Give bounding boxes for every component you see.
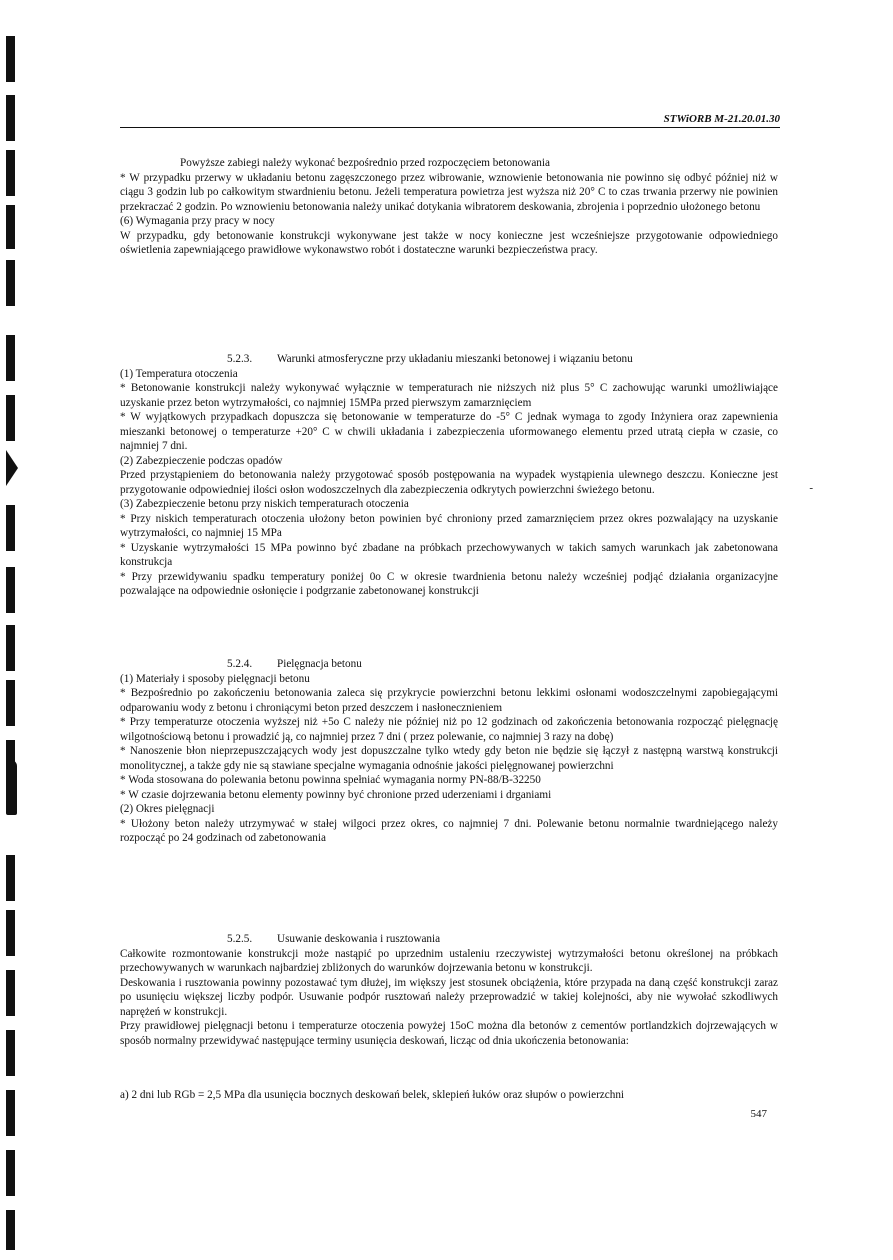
binding-mark xyxy=(6,1090,15,1136)
paragraph: * Przy przewidywaniu spadku temperatury poniżej 0o C w okresie twardnienia betonu należy wcześniej podjąć działania organizacyjne pozwalające na odpowiednie osłonięcie i podgrzanie zabetonowanej konstrukcji xyxy=(120,570,778,597)
document-code: STWiORB M-21.20.01.30 xyxy=(663,113,780,125)
section-title: Warunki atmosferyczne przy układaniu mieszanki betonowej i wiązaniu betonu xyxy=(277,353,633,365)
binding-mark xyxy=(6,150,15,196)
paragraph: * Bezpośrednio po zakończeniu betonowania zaleca się przykrycie powierzchni betonu lekkimi osłonami wodoszczelnymi zapobiegającymi odparowaniu wody z betonu i chroniącymi beton przed deszczem i nasłonecznieniem xyxy=(120,687,778,714)
paragraph: Przy prawidłowej pielęgnacji betonu i temperaturze otoczenia powyżej 15oC można dla betonów z cementów portlandzkich dojrzewających w sposób normalny przewidywać następujące terminy usunięcia deskowań, licząc od dnia ukończenia betonowania: xyxy=(120,1020,778,1047)
section-number: 5.2.4. xyxy=(227,658,253,670)
section-heading xyxy=(120,657,778,672)
paragraph: (6) Wymagania przy pracy w nocy xyxy=(120,215,275,227)
paragraph: (3) Zabezpieczenie betonu przy niskich temperaturach otoczenia xyxy=(120,498,409,510)
page-number: 547 xyxy=(750,1108,767,1120)
binding-mark xyxy=(6,680,15,726)
paragraph: (1) Temperatura otoczenia xyxy=(120,367,238,380)
binding-mark xyxy=(6,910,15,956)
binding-mark xyxy=(6,855,15,901)
section-5-2-5 xyxy=(120,932,778,1048)
paragraph: W przypadku, gdy betonowanie konstrukcji wykonywane jest także w nocy konieczne jest wcześniejsze przygotowanie odpowiedniego oświetlenia zapewniającego prawidłowe wykonawstwo robót i dostateczne warunki bezpieczeństwa pracy. xyxy=(120,229,778,256)
binding-mark xyxy=(6,760,17,815)
paragraph: * Uzyskanie wytrzymałości 15 MPa powinno być zbadane na próbkach przechowywanych w takich samych warunkach jak zabetonowana konstrukcja xyxy=(120,541,778,568)
paragraph: a) 2 dni lub RGb = 2,5 MPa dla usunięcia bocznych deskowań belek, sklepień łuków oraz słupów o powierzchni xyxy=(120,1089,625,1101)
paragraph: * W przypadku przerwy w układaniu betonu zagęszczonego przez wibrowanie, wznowienie betonowania nie powinno się odbyć później niż w ciągu 3 godzin lub po całkowitym stwardnieniu betonu. Jeżeli temperatura powietrza jest wyższa niż 20° C to czas trwania przerwy nie powinien przekraczać 2 godzin. Po wznowieniu betonowania należy unikać dotykania wibratorem deskowania, zbrojenia i poprzednio ułożonego betonu xyxy=(120,171,778,213)
paragraph: Powyższe zabiegi należy wykonać bezpośrednio przed rozpoczęciem betonowania xyxy=(180,157,550,169)
section-5-2-3 xyxy=(120,352,778,599)
paragraph: (1) Materiały i sposoby pielęgnacji betonu xyxy=(120,672,310,685)
binding-mark xyxy=(6,625,15,671)
section-title: Pielęgnacja betonu xyxy=(277,658,362,670)
binding-mark xyxy=(6,1210,15,1250)
binding-mark xyxy=(6,567,15,613)
binding-mark xyxy=(6,260,15,306)
paragraph: Deskowania i rusztowania powinny pozostawać tym dłużej, im większy jest stosunek obciążenia, które przypada na daną część konstrukcji zaraz po usunięciu większej liczby podpór. Usuwanie podpór rusztowań należy przeprowadzić w takiej kolejności, aby nie wywołać szkodliwych naprężeń w konstrukcji. xyxy=(120,976,778,1018)
paragraph: * Przy temperaturze otoczenia wyższej niż +5o C należy nie później niż po 12 godzinach od zakończenia betonowania rozpocząć pielęgnację wilgotnościową betonu i prowadzić ją, co najmniej przez 7 dni ( przez polewanie, co najmniej 3 razy na dobę) xyxy=(120,716,778,743)
list-item-a xyxy=(120,1088,778,1103)
margin-dash: - xyxy=(809,482,813,494)
binding-mark xyxy=(6,335,15,381)
binding-mark xyxy=(6,450,18,486)
section-top xyxy=(120,156,778,258)
paragraph: * Nanoszenie błon nieprzepuszczających wody jest dopuszczalne tylko wtedy gdy beton nie będzie się łączył z następną warstwą konstrukcji monolitycznej, a także gdy nie są stawiane specjalne wymagania odnośnie jakości pielęgnowanej powierzchni xyxy=(120,745,778,772)
section-title: Usuwanie deskowania i rusztowania xyxy=(277,933,441,945)
paragraph: * Ułożony beton należy utrzymywać w stałej wilgoci przez okres, co najmniej 7 dni. Polewanie betonu normalnie twardniejącego należy rozpocząć po 24 godzinach od zabetonowania xyxy=(120,817,778,844)
section-number: 5.2.5. xyxy=(227,933,253,945)
paragraph: (2) Zabezpieczenie podczas opadów xyxy=(120,454,283,467)
header-rule xyxy=(120,127,780,128)
paragraph: (2) Okres pielęgnacji xyxy=(120,803,215,815)
paragraph: * W czasie dojrzewania betonu elementy powinny być chronione przed uderzeniami i drganiami xyxy=(120,788,552,801)
binding-mark xyxy=(6,95,15,141)
paragraph: * W wyjątkowych przypadkach dopuszcza się betonowanie w temperaturze do -5° C jednak wymaga to zgody Inżyniera oraz zapewnienia mieszanki betonowej o temperaturze +20° C w chwili układania i zabezpieczenia uformowanego elementu przed utratą ciepła w czasie, co najmniej 7 dni. xyxy=(120,411,778,452)
paragraph: * Przy niskich temperaturach otoczenia ułożony beton powinien być chroniony przed zamarznięciem przez okres pozwalający na uzyskanie wytrzymałości, co najmniej 15 MPa xyxy=(120,512,778,539)
binding-mark xyxy=(6,205,15,249)
binding-mark xyxy=(6,505,15,551)
binding-mark xyxy=(6,36,15,82)
section-heading xyxy=(120,932,778,947)
paragraph: * Woda stosowana do polewania betonu powinna spełniać wymagania normy PN-88/B-32250 xyxy=(120,774,541,786)
binding-mark xyxy=(6,970,15,1016)
paragraph: Całkowite rozmontowanie konstrukcji może nastąpić po uprzednim ustaleniu rzeczywistej wytrzymałości betonu określonej na próbkach przechowywanych w warunkach najbardziej zbliżonych do warunków dojrzewania betonu w konstrukcji. xyxy=(120,947,778,974)
binding-mark xyxy=(6,1150,15,1196)
section-heading xyxy=(120,352,778,367)
binding-mark xyxy=(6,1030,15,1076)
paragraph: * Betonowanie konstrukcji należy wykonywać wyłącznie w temperaturach nie niższych niż plus 5° C zachowując warunki umożliwiające uzyskanie przez beton wytrzymałości, co najmniej 15MPa przed pierwszym zamarznięciem xyxy=(120,382,778,409)
binding-mark xyxy=(6,395,15,441)
paragraph: Przed przystąpieniem do betonowania należy przygotować sposób postępowania na wypadek wystąpienia ulewnego deszczu. Konieczne jest przygotowanie odpowiedniej ilości osłon wodoszczelnych dla zabezpieczenia odkrytych powierzchni świeżego betonu. xyxy=(120,469,778,496)
section-5-2-4 xyxy=(120,657,778,846)
section-number: 5.2.3. xyxy=(227,353,253,365)
